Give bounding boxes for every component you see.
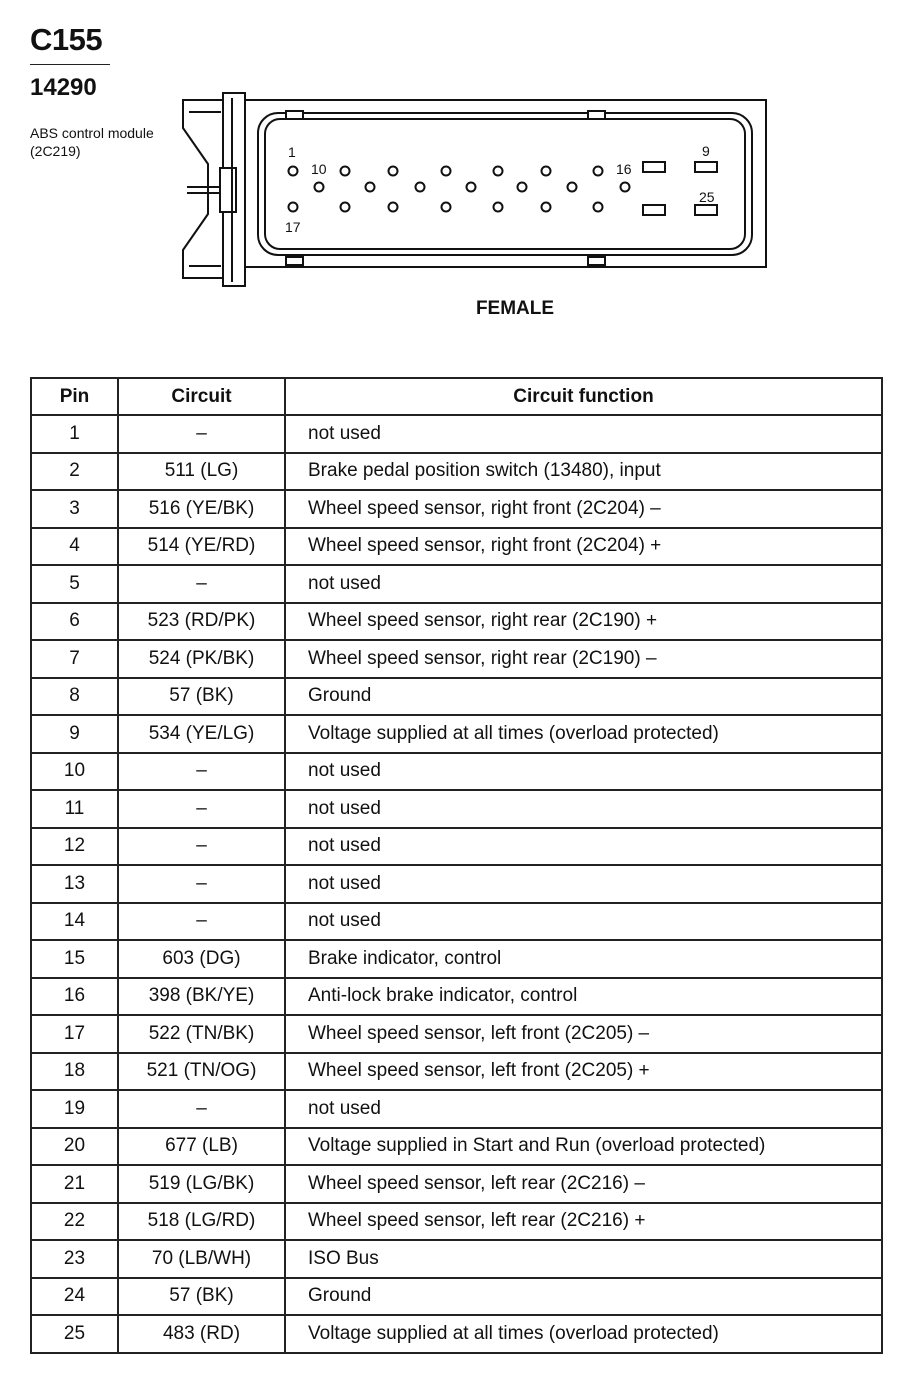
table-row xyxy=(31,603,882,641)
circuit-cell: – xyxy=(118,753,285,791)
pin-number-cell: 12 xyxy=(31,828,118,866)
pin-number-cell: 21 xyxy=(31,1165,118,1203)
circuit-function-cell: Voltage supplied at all times (overload protected) xyxy=(285,715,882,753)
table-row xyxy=(31,1315,882,1353)
table-row xyxy=(31,1278,882,1316)
pin-cavity xyxy=(366,183,375,192)
table-row xyxy=(31,1165,882,1203)
header-circuit: Circuit xyxy=(118,378,285,415)
pin-cavity xyxy=(442,203,451,212)
circuit-cell: 511 (LG) xyxy=(118,453,285,491)
pin-cavity xyxy=(494,167,503,176)
table-row xyxy=(31,753,882,791)
circuit-function-cell: Wheel speed sensor, left front (2C205) – xyxy=(285,1015,882,1053)
circuit-function-cell: not used xyxy=(285,790,882,828)
circuit-cell: 534 (YE/LG) xyxy=(118,715,285,753)
pin-cavity xyxy=(442,167,451,176)
circuit-cell: – xyxy=(118,415,285,453)
circuit-function-cell: Wheel speed sensor, right rear (2C190) + xyxy=(285,603,882,641)
blade-cavity xyxy=(695,205,717,215)
pin-number-cell: 16 xyxy=(31,978,118,1016)
table-row xyxy=(31,828,882,866)
pin-number-cell: 8 xyxy=(31,678,118,716)
circuit-function-cell: Wheel speed sensor, left rear (2C216) – xyxy=(285,1165,882,1203)
circuit-cell: 677 (LB) xyxy=(118,1128,285,1166)
blade-cavity xyxy=(695,162,717,172)
pin-cavity xyxy=(389,167,398,176)
pin-number-cell: 7 xyxy=(31,640,118,678)
pin-cavity xyxy=(289,203,298,212)
pin-cavity xyxy=(594,203,603,212)
table-row xyxy=(31,565,882,603)
circuit-cell: – xyxy=(118,865,285,903)
circuit-function-cell: Ground xyxy=(285,1278,882,1316)
circuit-function-cell: ISO Bus xyxy=(285,1240,882,1278)
pin-label-10: 10 xyxy=(311,161,327,177)
circuit-function-cell: Wheel speed sensor, right rear (2C190) – xyxy=(285,640,882,678)
circuit-cell: 518 (LG/RD) xyxy=(118,1203,285,1241)
pin-number-cell: 5 xyxy=(31,565,118,603)
circuit-cell: 70 (LB/WH) xyxy=(118,1240,285,1278)
pin-cavity xyxy=(494,203,503,212)
circuit-cell: 514 (YE/RD) xyxy=(118,528,285,566)
pin-number-cell: 15 xyxy=(31,940,118,978)
table-header-row xyxy=(31,378,882,415)
circuit-cell: 57 (BK) xyxy=(118,678,285,716)
circuit-cell: 603 (DG) xyxy=(118,940,285,978)
pin-number-cell: 14 xyxy=(31,903,118,941)
table-row xyxy=(31,1015,882,1053)
pinout-table xyxy=(30,377,883,1354)
table-row xyxy=(31,678,882,716)
pin-cavity xyxy=(594,167,603,176)
module-code: (2C219) xyxy=(30,143,81,159)
circuit-function-cell: not used xyxy=(285,828,882,866)
pin-cavity xyxy=(289,167,298,176)
circuit-cell: – xyxy=(118,565,285,603)
table-row xyxy=(31,640,882,678)
circuit-function-cell: Wheel speed sensor, left front (2C205) + xyxy=(285,1053,882,1091)
circuit-function-cell: Wheel speed sensor, right front (2C204) – xyxy=(285,490,882,528)
circuit-function-cell: not used xyxy=(285,415,882,453)
table-row xyxy=(31,490,882,528)
table-row xyxy=(31,715,882,753)
table-row xyxy=(31,415,882,453)
table-row xyxy=(31,528,882,566)
pin-number-cell: 11 xyxy=(31,790,118,828)
table-row xyxy=(31,1053,882,1091)
pin-cavity xyxy=(518,183,527,192)
circuit-cell: 57 (BK) xyxy=(118,1278,285,1316)
table-row xyxy=(31,978,882,1016)
pin-number-cell: 19 xyxy=(31,1090,118,1128)
circuit-cell: 523 (RD/PK) xyxy=(118,603,285,641)
header-pin: Pin xyxy=(31,378,118,415)
circuit-function-cell: Anti-lock brake indicator, control xyxy=(285,978,882,1016)
pin-number-cell: 25 xyxy=(31,1315,118,1353)
pin-number-cell: 20 xyxy=(31,1128,118,1166)
pin-number-cell: 22 xyxy=(31,1203,118,1241)
circuit-cell: 483 (RD) xyxy=(118,1315,285,1353)
pin-cavity xyxy=(416,183,425,192)
circuit-cell: 521 (TN/OG) xyxy=(118,1053,285,1091)
pin-cavity xyxy=(542,167,551,176)
circuit-cell: 398 (BK/YE) xyxy=(118,978,285,1016)
connector-diagram xyxy=(0,0,902,300)
table-row xyxy=(31,453,882,491)
circuit-function-cell: Voltage supplied in Start and Run (overload protected) xyxy=(285,1128,882,1166)
circuit-function-cell: not used xyxy=(285,1090,882,1128)
pin-label-25: 25 xyxy=(699,189,715,205)
table-row xyxy=(31,865,882,903)
blade-cavity xyxy=(643,205,665,215)
connector-id: C155 xyxy=(30,22,103,57)
table-row xyxy=(31,1203,882,1241)
pin-number-cell: 2 xyxy=(31,453,118,491)
circuit-function-cell: not used xyxy=(285,903,882,941)
circuit-function-cell: not used xyxy=(285,565,882,603)
part-number: 14290 xyxy=(30,74,97,101)
table-row xyxy=(31,1090,882,1128)
pin-number-cell: 6 xyxy=(31,603,118,641)
pin-label-1: 1 xyxy=(288,144,296,160)
pin-number-cell: 13 xyxy=(31,865,118,903)
blade-cavity xyxy=(643,162,665,172)
circuit-function-cell: Brake indicator, control xyxy=(285,940,882,978)
circuit-function-cell: Ground xyxy=(285,678,882,716)
pin-number-cell: 9 xyxy=(31,715,118,753)
circuit-cell: – xyxy=(118,1090,285,1128)
circuit-function-cell: Brake pedal position switch (13480), input xyxy=(285,453,882,491)
circuit-cell: 516 (YE/BK) xyxy=(118,490,285,528)
circuit-cell: 522 (TN/BK) xyxy=(118,1015,285,1053)
pin-number-cell: 3 xyxy=(31,490,118,528)
pin-number-cell: 4 xyxy=(31,528,118,566)
pin-number-cell: 10 xyxy=(31,753,118,791)
table-row xyxy=(31,1240,882,1278)
table-row xyxy=(31,903,882,941)
pin-cavity xyxy=(542,203,551,212)
circuit-cell: – xyxy=(118,790,285,828)
circuit-cell: 519 (LG/BK) xyxy=(118,1165,285,1203)
pin-cavity xyxy=(568,183,577,192)
circuit-cell: – xyxy=(118,903,285,941)
pin-cavity xyxy=(341,167,350,176)
connector-gender-label: FEMALE xyxy=(475,298,555,319)
pin-label-17: 17 xyxy=(285,219,301,235)
pin-number-cell: 23 xyxy=(31,1240,118,1278)
table-body xyxy=(31,415,882,1353)
circuit-cell: 524 (PK/BK) xyxy=(118,640,285,678)
circuit-cell: – xyxy=(118,828,285,866)
circuit-function-cell: not used xyxy=(285,865,882,903)
pin-cavity xyxy=(315,183,324,192)
header-circuit-function: Circuit function xyxy=(285,378,882,415)
pin-number-cell: 1 xyxy=(31,415,118,453)
circuit-function-cell: not used xyxy=(285,753,882,791)
circuit-function-cell: Wheel speed sensor, left rear (2C216) + xyxy=(285,1203,882,1241)
pin-cavity xyxy=(389,203,398,212)
pin-label-9: 9 xyxy=(702,143,710,159)
pin-number-cell: 17 xyxy=(31,1015,118,1053)
circuit-function-cell: Voltage supplied at all times (overload protected) xyxy=(285,1315,882,1353)
pin-cavity xyxy=(621,183,630,192)
table-row xyxy=(31,940,882,978)
pin-number-cell: 24 xyxy=(31,1278,118,1316)
circuit-function-cell: Wheel speed sensor, right front (2C204) + xyxy=(285,528,882,566)
pin-cavity xyxy=(467,183,476,192)
table-row xyxy=(31,1128,882,1166)
module-name: ABS control module xyxy=(30,125,154,141)
table-row xyxy=(31,790,882,828)
pin-label-16: 16 xyxy=(616,161,632,177)
pin-number-cell: 18 xyxy=(31,1053,118,1091)
pin-cavity xyxy=(341,203,350,212)
